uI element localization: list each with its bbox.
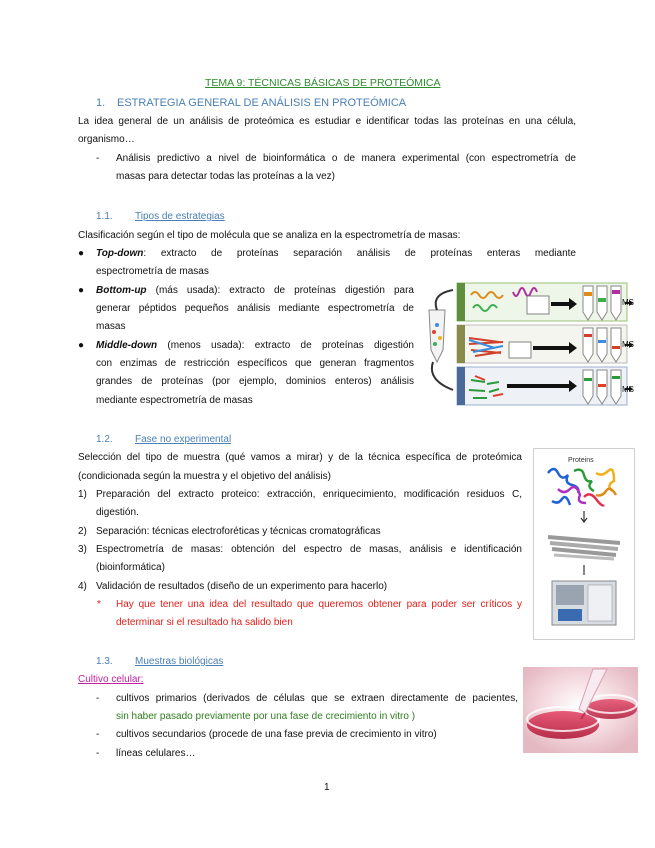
section-1-3-heading: Muestras biológicas <box>135 656 224 667</box>
section-1-2-heading: Fase no experimental <box>135 434 232 445</box>
top-down-line2: espectrometría de masas <box>96 266 209 277</box>
page-title: TEMA 9: TÉCNICAS BÁSICAS DE PROTEÓMICA <box>205 77 441 89</box>
proteins-icon <box>534 449 634 639</box>
bottom-up-text: (más usada): extracto de proteínas digestión para <box>146 285 414 296</box>
culture-primary-line1: cultivos primarios (derivados de células que se extraen directamente de pacientes, <box>116 693 518 704</box>
bottom-up-term: Bottom-up <box>96 285 147 296</box>
list-item-3-line1: Espectrometría de masas: obtención del espectro de masas, análisis e identificación <box>96 544 522 555</box>
ms-label: MS <box>622 340 634 349</box>
section-1-2-paragraph-line1: Selección del tipo de muestra (qué vamos a mirar) y de la técnica específica de proteómica <box>78 452 522 463</box>
proteins-label: Proteins <box>568 457 594 464</box>
note-line2: determinar si el resultado ha salido bien <box>116 617 293 628</box>
middle-down-line2: con enzimas de restricción específicos que generan fragmentos <box>96 358 414 369</box>
cell-culture-photo <box>523 667 638 753</box>
lc-column-icon <box>583 286 621 404</box>
mass-spectrometer-icon <box>552 581 616 625</box>
list-item-1-line2: digestión. <box>96 507 139 518</box>
culture-primary-line2: sin haber pasado previamente por una fase de crecimiento in vitro ) <box>116 711 416 722</box>
culture-secondary: cultivos secundarios (procede de una fase previa de crecimiento in vitro) <box>116 729 437 740</box>
page-number: 1 <box>324 782 330 793</box>
top-down-text: : extracto de proteínas separación análisis de proteínas enteras mediante <box>143 248 576 259</box>
proteomics-workflow-figure <box>533 448 635 640</box>
section-1-paragraph-line1: La idea general de un análisis de proteómica es estudiar e identificar todas las proteínas en una célula, <box>78 116 576 127</box>
middle-down-line1 <box>96 339 414 353</box>
section-1-2-number: 1.2. <box>96 434 113 445</box>
top-down-term: Top-down <box>96 248 144 259</box>
note-line1: Hay que tener una idea del resultado que queremos obtener para poder ser críticos y <box>116 599 522 610</box>
middle-down-term: Middle-down <box>96 340 158 351</box>
dash-bullet: - <box>96 693 100 704</box>
middle-down-line4: mediante espectrometría de masas <box>96 395 253 406</box>
list-item-2: Separación: técnicas electroforéticas y técnicas cromatográficas <box>96 526 381 537</box>
list-item-1-line1: Preparación del extracto proteico: extracción, enriquecimiento, modificación residuos C, <box>96 489 522 500</box>
section-1-paragraph-line2: organismo… <box>78 134 135 145</box>
section-1-bullet-line2: masas para detectar todas las proteínas a la vez) <box>116 171 336 182</box>
bullet-dot: ● <box>78 248 85 259</box>
pipette-tips-icon <box>548 537 620 559</box>
middle-down-line3: grandes de proteínas (por ejemplo, dominios enteros) análisis <box>96 376 414 387</box>
dash-bullet: - <box>96 729 100 740</box>
dash-bullet: - <box>96 153 100 164</box>
note-star: * <box>97 599 101 610</box>
strategies-figure <box>423 280 645 410</box>
list-number: 1) <box>78 489 87 500</box>
list-number: 3) <box>78 544 87 555</box>
section-1-1-intro: Clasificación según el tipo de molécula que se analiza en la espectrometría de masas: <box>78 230 461 241</box>
ms-label: MS <box>622 385 634 394</box>
section-1-1-heading: Tipos de estrategias <box>135 211 225 222</box>
sample-tube-icon <box>429 290 453 390</box>
bottom-up-line3: masas <box>96 321 126 332</box>
section-1-bullet-line1: Análisis predictivo a nivel de bioinformática o de manera experimental (con espectrometría de <box>116 153 576 164</box>
dash-bullet: - <box>96 748 100 759</box>
bottom-up-line1 <box>96 284 414 298</box>
list-number: 4) <box>78 581 87 592</box>
bottom-up-line2: generar péptidos pequeños análisis mediante espectrometría de <box>96 303 414 314</box>
cell-lines: líneas celulares… <box>116 748 196 759</box>
list-number: 2) <box>78 526 87 537</box>
section-1-heading: ESTRATEGIA GENERAL DE ANÁLISIS EN PROTEÓMICA <box>117 97 407 109</box>
section-1-1-number: 1.1. <box>96 211 113 222</box>
ms-label: MS <box>622 298 634 307</box>
top-down-line1 <box>96 247 576 261</box>
cell-culture-label: Cultivo celular: <box>78 674 144 685</box>
section-1-3-number: 1.3. <box>96 656 113 667</box>
section-1-number: 1. <box>96 97 106 109</box>
middle-down-text: (menos usada): extracto de proteínas digestión <box>157 340 414 351</box>
bullet-dot: ● <box>78 340 85 351</box>
list-item-4: Validación de resultados (diseño de un experimento para hacerlo) <box>96 581 388 592</box>
list-item-3-line2: (bioinformática) <box>96 562 165 573</box>
section-1-2-paragraph-line2: (condicionada según la muestra y el objetivo del análisis) <box>78 471 331 482</box>
bullet-dot: ● <box>78 285 85 296</box>
